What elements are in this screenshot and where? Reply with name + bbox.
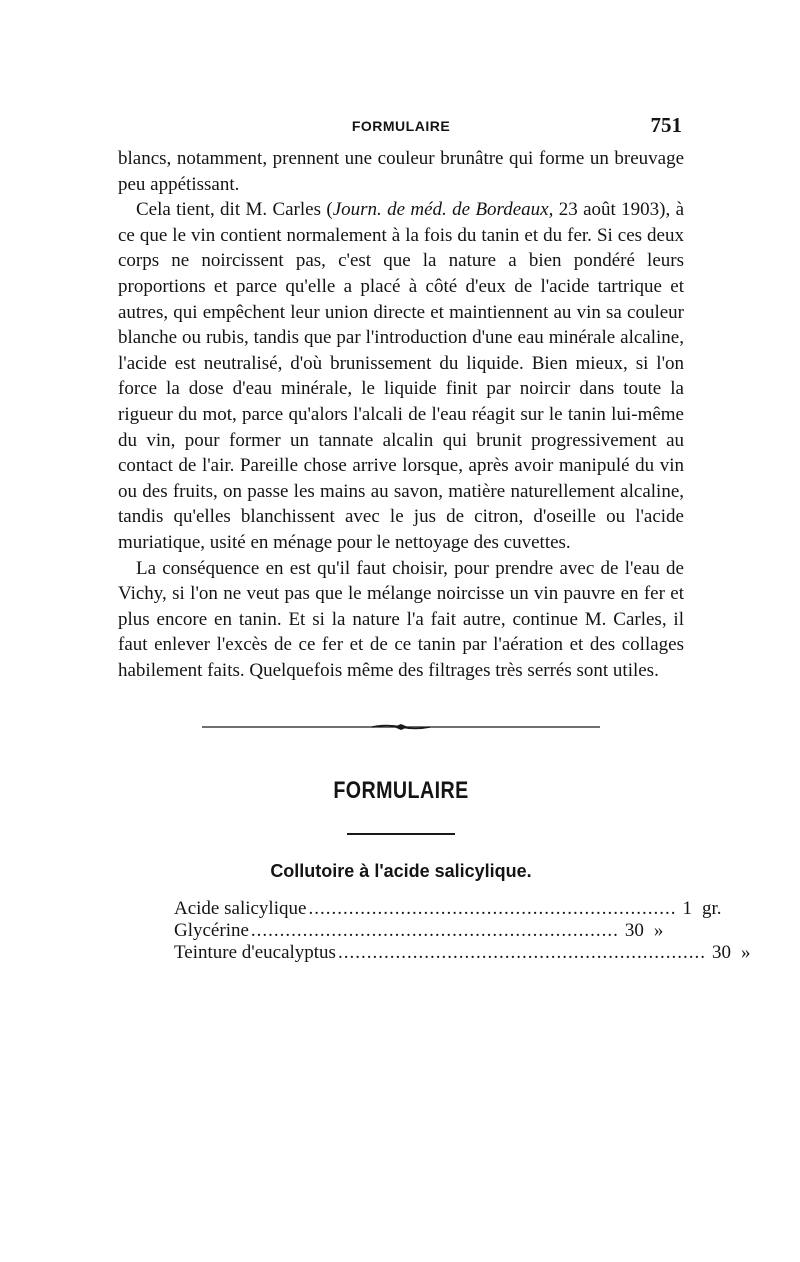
ingredient-row <box>174 898 722 920</box>
paragraph-continued: blancs, notamment, prennent une couleur brunâtre qui forme un breuvage peu appétissant. <box>118 148 684 195</box>
dot-leader: ................................................................ <box>250 920 619 942</box>
paragraph-carles-start: Cela tient, dit M. Carles ( <box>136 199 333 221</box>
recipe-title: Collutoire à l'acide salicylique. <box>270 861 532 882</box>
ingredient-row <box>174 942 751 964</box>
running-title: FORMULAIRE <box>351 118 451 134</box>
journal-citation: Journ. de méd. de Bordeaux, <box>332 199 554 221</box>
ingredient-name: Glycérine <box>174 920 249 942</box>
ingredient-unit: » <box>653 920 664 942</box>
ingredient-name: Teinture d'eucalyptus <box>174 942 336 964</box>
paragraph-consequence: La conséquence en est qu'il faut choisir, pour prendre avec de l'eau de Vichy, si l'on ne veut pas que le mélange noircisse un vin pauvre en fer et plus encore en tanin. Et si la nature l'a fait autre, continue M. Carles, il faut enlever l'excès de ce fer et de ce tanin par l'aération et des collages habilement faits. Quelquefois même des filtrages très serrés sont utiles. <box>118 557 684 681</box>
ingredient-row <box>174 920 664 942</box>
dot-leader: ................................................................ <box>337 942 706 964</box>
paragraph-carles <box>118 197 684 555</box>
running-header <box>118 112 684 146</box>
ingredient-name: Acide salicylique <box>174 898 307 920</box>
divider-rule-graphic <box>202 717 600 737</box>
page-number: 751 <box>650 113 682 137</box>
ingredient-unit: gr. <box>701 898 722 920</box>
book-page <box>118 112 751 964</box>
article-body <box>118 146 684 683</box>
ingredient-list <box>174 898 751 964</box>
dot-leader: ................................................................ <box>308 898 677 920</box>
paragraph-carles-rest: ), à ce que le vin contient normalement à la fois du tanin et du fer. Si ces deux corps ne noircissent pas, c'est que la nature a bien pondéré leurs proportions et parce qu'elle a placé à côté d'eux de l'acide tartrique et autres, qui empêchent leur union directe et maintiennent au vin sa couleur blanche ou rubis, tandis que par l'introduction d'une eau minérale alcaline, l'acide est neutralisé, d'où brunissement du liquide. Bien mieux, si l'on force la dose d'eau minérale, le liquide finit par noircir dans toute la rigueur du mot, parce qu'alors l'alcali de l'eau réagit sur le tanin lui-même du vin, pour former un tannate alcalin qui brunit progressivement au contact de l'air. Pareille chose arrive lorsque, après avoir manipulé du vin ou des fruits, on passe les mains au savon, matière naturellement alcaline, tandis qu'elles blanchissent avec le jus de citron, d'oseille ou l'acide muriatique, usité en ménage pour le nettoyage des cuvettes. <box>118 199 685 553</box>
title-underline-rule <box>347 833 455 835</box>
ingredient-quantity: 30 <box>624 920 644 942</box>
citation-date: 23 août 1903 <box>553 199 660 221</box>
ingredient-unit: » <box>740 942 751 964</box>
ingredient-quantity: 1 <box>682 898 692 920</box>
section-title: FORMULAIRE <box>333 777 469 805</box>
ingredient-quantity: 30 <box>711 942 731 964</box>
ornamental-divider <box>202 717 600 737</box>
